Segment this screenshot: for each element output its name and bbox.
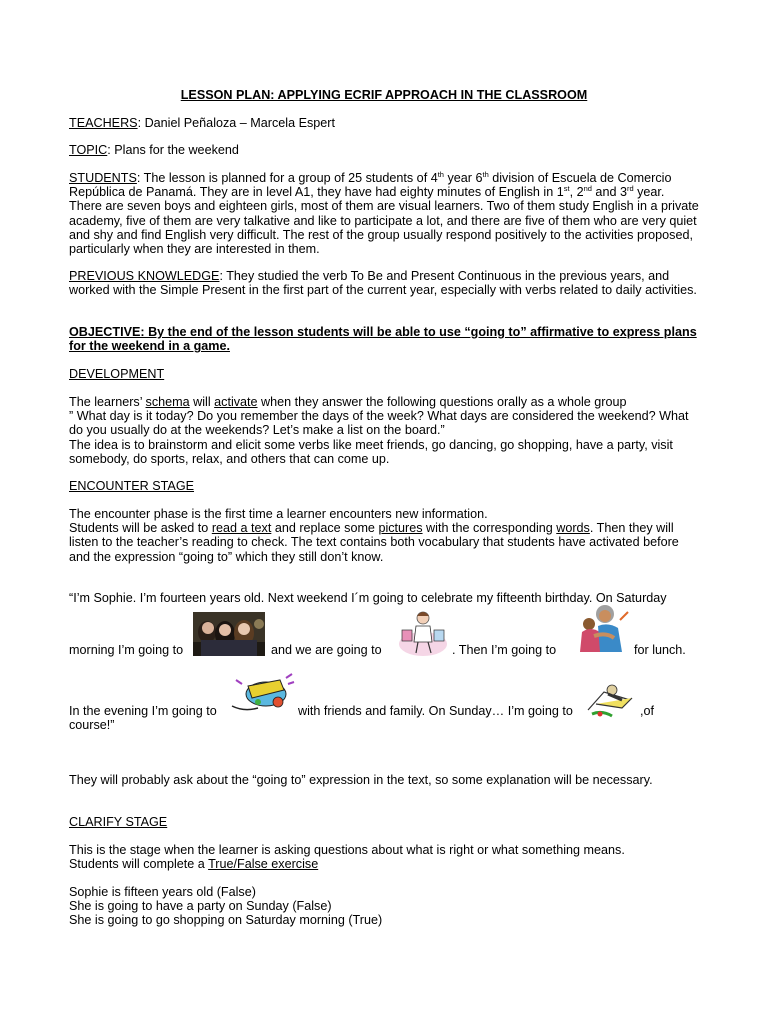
previous-knowledge-paragraph — [69, 269, 701, 297]
development-paragraph — [69, 395, 701, 466]
encounter-text: The encounter phase is the first time a learner encounters new information. — [69, 507, 488, 521]
teachers-value: : Daniel Peñaloza – Marcela Espert — [137, 116, 335, 130]
words-term: words — [556, 521, 590, 536]
clarify-paragraph — [69, 843, 701, 871]
clarify-text: Students will complete a — [69, 857, 209, 872]
encounter-heading: ENCOUNTER STAGE — [69, 479, 195, 493]
students-text: year 6 — [443, 171, 483, 185]
story-text: In the evening I’m going to — [69, 704, 217, 718]
true-false-list — [69, 885, 701, 928]
students-text: year. — [633, 185, 665, 200]
list-item: Sophie is fifteen years old (False) — [69, 885, 256, 899]
students-text: There are seven boys and eighteen girls, most of them are visual learners. Two of them study English in a private academy, five of them are very talkative and like to participate a lot, and there are five of them who are very quiet and shy and find English very difficult. The rest of the group usually respond positively to the activities proposed, particularly when they are interested in them. — [69, 199, 699, 257]
development-text: when they answer the following questions orally as a whole group — [257, 395, 627, 409]
superscript: th — [482, 170, 489, 179]
schema-term: schema — [145, 395, 190, 409]
development-questions: ” What day is it today? Do you remember the days of the week? What days are considered the weekend? What do you usually do at the weekends? Let’s make a list on the board.” — [69, 409, 689, 438]
topic-label: TOPIC — [69, 143, 108, 157]
students-text: , 2 — [569, 185, 584, 200]
students-text: República de Panamá. They are in level A1, they have had eighty minutes of English in 1 — [69, 185, 564, 200]
previous-knowledge-label: PREVIOUS KNOWLEDGE — [69, 269, 220, 283]
superscript: nd — [583, 184, 592, 194]
encounter-text: Students will be asked to — [69, 521, 212, 536]
story-line-1: “I’m Sophie. I’m fourteen years old. Next weekend I´m going to celebrate my fifteenth birthday. On Saturday — [69, 591, 667, 605]
encounter-text: and replace some — [271, 521, 379, 536]
list-item: She is going to go shopping on Saturday morning (True) — [69, 913, 383, 928]
document-title: LESSON PLAN: APPLYING ECRIF APPROACH IN THE CLASSROOM — [180, 88, 588, 102]
students-text: division of Escuela de Comercio — [488, 171, 672, 185]
story-text: for lunch. — [634, 643, 686, 657]
story-text: morning I’m going to — [69, 643, 184, 657]
party-decoration-icon — [228, 672, 296, 716]
teachers-label: TEACHERS — [69, 116, 138, 130]
read-a-text-term: read a text — [211, 521, 272, 536]
students-text: : The lesson is planned for a group of 25 students of 4 — [136, 171, 438, 185]
pictures-term: pictures — [378, 521, 423, 536]
students-text: and 3 — [591, 185, 627, 200]
story-text: ,of — [640, 704, 655, 718]
story-text: course!” — [69, 718, 115, 732]
encounter-text: with the corresponding — [422, 521, 557, 536]
lawn-chair-relax-icon — [582, 678, 636, 718]
story-text: . Then I’m going to — [452, 643, 557, 657]
development-heading: DEVELOPMENT — [69, 367, 165, 381]
explanation-paragraph: They will probably ask about the “going to” expression in the text, so some explanation will be necessary. — [69, 773, 653, 787]
students-paragraph — [69, 171, 701, 256]
activate-term: activate — [214, 395, 258, 409]
grandparents-hug-icon — [572, 602, 632, 656]
topic-line — [69, 143, 701, 157]
clarify-text: This is the stage when the learner is asking questions about what is right or what something means. — [69, 843, 625, 857]
superscript: th — [437, 170, 444, 179]
story-text: with friends and family. On Sunday… I’m going to — [298, 704, 573, 718]
true-false-term: True/False exercise — [208, 857, 319, 872]
story-text: and we are going to — [271, 643, 382, 657]
superscript: rd — [626, 184, 634, 194]
topic-value: : Plans for the weekend — [107, 143, 239, 157]
previous-knowledge-text: : They studied the verb To Be and Present Continuous in the previous years, and worked with the Simple Present in the first part of the current year, especially with verbs related to daily activities. — [69, 269, 697, 298]
encounter-text: . Then they will listen to the teacher’s reading to check. The text contains both vocabulary that students have activated before and the expression “going to” which they still don’t know. — [69, 521, 679, 564]
encounter-paragraph — [69, 507, 701, 564]
development-text: The learners’ — [69, 395, 146, 409]
friends-photo-icon — [193, 612, 265, 656]
clarify-heading: CLARIFY STAGE — [69, 815, 168, 829]
teachers-line — [69, 116, 701, 130]
list-item: She is going to have a party on Sunday (False) — [69, 899, 332, 914]
objective-paragraph: OBJECTIVE: By the end of the lesson students will be able to use “going to” affirmative to express plans for the weekend in a game. — [69, 325, 697, 354]
superscript: st — [563, 184, 570, 194]
development-text: will — [189, 395, 215, 409]
development-brainstorm: The idea is to brainstorm and elicit some verbs like meet friends, go dancing, go shopping, have a party, visit somebody, do sports, relax, and others that can come up. — [69, 437, 673, 466]
students-label: STUDENTS — [69, 171, 137, 185]
shopping-girl-icon — [396, 608, 450, 656]
